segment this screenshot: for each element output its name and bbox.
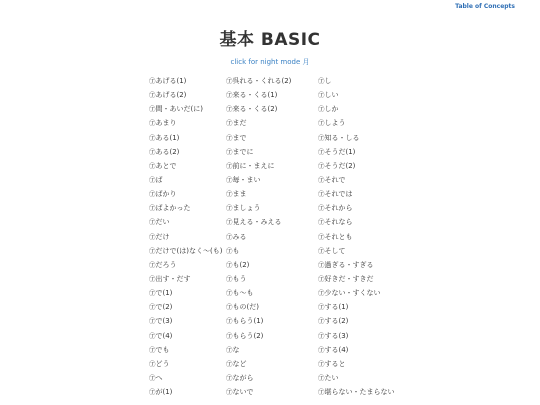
concept-item <box>226 88 291 102</box>
concept-link[interactable]: 呉れる・くれる(2) <box>232 77 292 85</box>
concept-item <box>226 258 291 272</box>
concept-marker-icon: Ⓣ <box>226 232 233 241</box>
concept-link[interactable]: 来る・くる(2) <box>232 105 278 114</box>
concept-marker-icon: Ⓣ <box>226 246 233 255</box>
concept-marker-icon: Ⓣ <box>318 204 325 213</box>
concept-marker-icon: Ⓣ <box>226 204 233 213</box>
concept-link[interactable]: それから <box>324 204 353 213</box>
concept-marker-icon: Ⓣ <box>318 190 325 199</box>
concept-item <box>318 131 395 145</box>
concept-marker-icon: Ⓣ <box>318 161 325 170</box>
concept-marker-icon: Ⓣ <box>149 274 156 283</box>
concept-marker-icon: Ⓣ <box>318 359 325 368</box>
concept-marker-icon: Ⓣ <box>226 260 233 269</box>
concept-item <box>149 102 222 116</box>
concept-link[interactable]: 堪らない・たまらない <box>324 388 395 397</box>
concept-marker-icon: Ⓣ <box>149 388 156 397</box>
concept-item <box>318 116 395 130</box>
concept-item <box>226 173 291 187</box>
concept-link[interactable]: それでは <box>324 190 353 199</box>
concept-item <box>149 145 222 159</box>
concept-link[interactable]: へ <box>155 373 163 382</box>
concept-link[interactable]: しい <box>324 91 339 100</box>
concept-link[interactable]: ながら <box>232 373 254 382</box>
concept-marker-icon: Ⓣ <box>149 161 156 170</box>
concept-marker-icon: Ⓣ <box>226 317 233 326</box>
concept-item <box>226 371 291 385</box>
concept-item <box>149 300 222 314</box>
concept-marker-icon: Ⓣ <box>149 175 156 184</box>
concept-marker-icon: Ⓣ <box>318 274 325 283</box>
concept-marker-icon: Ⓣ <box>226 303 233 312</box>
concept-item <box>226 286 291 300</box>
concept-link[interactable]: 毎・まい <box>232 175 261 184</box>
concept-link[interactable]: もう <box>232 274 247 283</box>
concept-link[interactable]: ある(1) <box>155 133 180 142</box>
concept-link[interactable]: もの(だ) <box>232 303 259 312</box>
concept-link[interactable]: まだ <box>232 119 247 128</box>
concept-marker-icon: Ⓣ <box>149 204 156 213</box>
concept-link[interactable]: で(4) <box>155 331 173 340</box>
concept-item <box>318 187 395 201</box>
concept-marker-icon: Ⓣ <box>226 218 233 227</box>
concept-marker-icon: Ⓣ <box>149 133 156 142</box>
concept-marker-icon: Ⓣ <box>226 77 233 85</box>
concept-item <box>318 215 395 229</box>
concept-link[interactable]: もらう(1) <box>232 317 264 326</box>
concept-marker-icon: Ⓣ <box>318 91 325 100</box>
concept-item <box>149 74 222 88</box>
concept-link[interactable]: も <box>232 246 240 255</box>
concept-link[interactable]: それで <box>324 175 346 184</box>
concept-marker-icon: Ⓣ <box>318 303 325 312</box>
concept-link[interactable]: までに <box>232 147 254 156</box>
concept-link[interactable]: それなら <box>324 218 353 227</box>
concept-item <box>318 201 395 215</box>
concept-marker-icon: Ⓣ <box>318 373 325 382</box>
concept-link[interactable]: も(2) <box>232 260 250 269</box>
concept-item <box>149 88 222 102</box>
concept-item <box>318 357 395 371</box>
concept-link[interactable]: 見える・みえる <box>232 218 282 227</box>
concept-link[interactable]: まで <box>232 133 247 142</box>
concept-link[interactable]: する(1) <box>324 303 349 312</box>
concept-item <box>318 74 395 88</box>
concept-link[interactable]: あげる(1) <box>155 77 187 85</box>
concept-column-3 <box>318 74 395 399</box>
concept-link[interactable]: など <box>232 359 247 368</box>
concept-link[interactable]: もらう(2) <box>232 331 264 340</box>
concept-marker-icon: Ⓣ <box>149 77 156 85</box>
concept-marker-icon: Ⓣ <box>318 317 325 326</box>
concept-link[interactable]: する(2) <box>324 317 349 326</box>
concept-marker-icon: Ⓣ <box>226 388 233 397</box>
concept-item <box>149 159 222 173</box>
concept-marker-icon: Ⓣ <box>226 373 233 382</box>
concept-marker-icon: Ⓣ <box>149 232 156 241</box>
concept-item <box>149 215 222 229</box>
concept-link[interactable]: みる <box>232 232 247 241</box>
concept-link[interactable]: ばよかった <box>155 204 191 213</box>
concept-column-2 <box>226 74 291 399</box>
concept-marker-icon: Ⓣ <box>149 246 156 255</box>
concept-item <box>318 314 395 328</box>
concept-marker-icon: Ⓣ <box>318 119 325 128</box>
concept-link[interactable]: そうだ(2) <box>324 161 356 170</box>
concept-marker-icon: Ⓣ <box>149 91 156 100</box>
concept-link[interactable]: そうだ(1) <box>324 147 356 156</box>
concept-item <box>318 371 395 385</box>
concept-item <box>226 74 291 88</box>
concept-link[interactable]: しか <box>324 105 339 114</box>
concept-marker-icon: Ⓣ <box>226 289 233 298</box>
concept-marker-icon: Ⓣ <box>149 303 156 312</box>
concept-item <box>226 116 291 130</box>
concept-marker-icon: Ⓣ <box>226 105 233 114</box>
concept-marker-icon: Ⓣ <box>149 289 156 298</box>
concept-marker-icon: Ⓣ <box>226 190 233 199</box>
night-mode-toggle[interactable]: click for night mode 月 <box>230 58 310 66</box>
concept-item <box>226 159 291 173</box>
concept-marker-icon: Ⓣ <box>226 119 233 128</box>
concept-link[interactable]: あげる(2) <box>155 91 187 100</box>
concept-item <box>149 272 222 286</box>
concept-marker-icon: Ⓣ <box>226 161 233 170</box>
concept-link[interactable]: で(1) <box>155 289 173 298</box>
concept-marker-icon: Ⓣ <box>226 331 233 340</box>
concept-item <box>149 329 222 343</box>
concept-link[interactable]: すると <box>324 359 346 368</box>
concept-marker-icon: Ⓣ <box>318 331 325 340</box>
concept-marker-icon: Ⓣ <box>226 175 233 184</box>
concept-link[interactable]: ある(2) <box>155 147 180 156</box>
concept-marker-icon: Ⓣ <box>318 105 325 114</box>
concept-item <box>149 357 222 371</box>
concept-link[interactable]: 前に・まえに <box>232 161 275 170</box>
concept-marker-icon: Ⓣ <box>318 388 325 397</box>
concept-marker-icon: Ⓣ <box>149 331 156 340</box>
concept-link[interactable]: ば <box>155 175 163 184</box>
concept-marker-icon: Ⓣ <box>318 232 325 241</box>
concept-link[interactable]: しよう <box>324 119 346 128</box>
concept-marker-icon: Ⓣ <box>226 91 233 100</box>
concept-link[interactable]: 出す・だす <box>155 274 191 283</box>
concept-link[interactable]: が(1) <box>155 388 173 397</box>
concept-marker-icon: Ⓣ <box>149 105 156 114</box>
concept-marker-icon: Ⓣ <box>318 77 325 85</box>
concept-item <box>226 329 291 343</box>
concept-marker-icon: Ⓣ <box>226 274 233 283</box>
concept-marker-icon: Ⓣ <box>226 345 233 354</box>
concept-link[interactable]: それとも <box>324 232 353 241</box>
concept-link[interactable]: あとで <box>155 161 177 170</box>
concept-item <box>318 286 395 300</box>
concept-item <box>318 159 395 173</box>
concept-item <box>226 187 291 201</box>
concept-link[interactable]: まま <box>232 190 247 199</box>
concept-link[interactable]: だい <box>155 218 170 227</box>
concept-item <box>318 343 395 357</box>
concept-marker-icon: Ⓣ <box>226 359 233 368</box>
concept-item <box>226 385 291 399</box>
concept-item <box>318 258 395 272</box>
concept-item <box>149 201 222 215</box>
concept-column-1 <box>149 74 222 399</box>
concept-marker-icon: Ⓣ <box>226 147 233 156</box>
concept-marker-icon: Ⓣ <box>149 260 156 269</box>
concept-item <box>226 145 291 159</box>
concept-link[interactable]: だけで(は)なく〜(も) <box>155 246 223 255</box>
concept-marker-icon: Ⓣ <box>318 345 325 354</box>
concept-link[interactable]: し <box>324 77 332 85</box>
concept-item <box>149 116 222 130</box>
concept-link[interactable]: 知る・しる <box>324 133 360 142</box>
concept-item <box>318 272 395 286</box>
concept-marker-icon: Ⓣ <box>149 317 156 326</box>
concept-link[interactable]: どう <box>155 359 170 368</box>
concept-item <box>149 385 222 399</box>
concept-item <box>226 215 291 229</box>
concept-link[interactable]: 少ない・すくない <box>324 289 381 298</box>
concept-item <box>226 300 291 314</box>
concept-item <box>149 343 222 357</box>
concept-link[interactable]: する(3) <box>324 331 349 340</box>
concept-item <box>226 357 291 371</box>
concept-item <box>226 131 291 145</box>
concept-link[interactable]: 来る・くる(1) <box>232 91 278 100</box>
page-title: 基本 BASIC <box>219 30 321 50</box>
concept-link[interactable]: も〜も <box>232 289 254 298</box>
concept-marker-icon: Ⓣ <box>318 175 325 184</box>
concept-link[interactable]: ないで <box>232 388 254 397</box>
concept-link[interactable]: だろう <box>155 260 177 269</box>
concept-item <box>226 314 291 328</box>
concept-link[interactable]: たい <box>324 373 339 382</box>
concept-marker-icon: Ⓣ <box>149 147 156 156</box>
concept-item <box>226 201 291 215</box>
concept-marker-icon: Ⓣ <box>149 190 156 199</box>
concept-item <box>226 244 291 258</box>
concept-marker-icon: Ⓣ <box>149 359 156 368</box>
concept-item <box>149 244 222 258</box>
concept-link[interactable]: で(2) <box>155 303 173 312</box>
concept-link[interactable]: ましょう <box>232 204 261 213</box>
concept-item <box>149 187 222 201</box>
table-of-concepts-link[interactable]: Table of Concepts <box>455 3 515 10</box>
concept-link[interactable]: 好きだ・すきだ <box>324 274 374 283</box>
concept-marker-icon: Ⓣ <box>149 373 156 382</box>
concept-item <box>318 102 395 116</box>
concept-item <box>149 230 222 244</box>
concept-item <box>318 244 395 258</box>
concept-item <box>149 286 222 300</box>
concept-marker-icon: Ⓣ <box>149 119 156 128</box>
concept-marker-icon: Ⓣ <box>318 289 325 298</box>
concept-marker-icon: Ⓣ <box>149 218 156 227</box>
concept-item <box>318 329 395 343</box>
concept-link[interactable]: な <box>232 345 240 354</box>
concept-link[interactable]: あまり <box>155 119 177 128</box>
concept-marker-icon: Ⓣ <box>318 260 325 269</box>
concept-link[interactable]: だけ <box>155 232 170 241</box>
concept-item <box>226 230 291 244</box>
concept-item <box>318 385 395 399</box>
concept-item <box>318 145 395 159</box>
concept-item <box>149 371 222 385</box>
concept-item <box>226 102 291 116</box>
concept-marker-icon: Ⓣ <box>318 246 325 255</box>
concept-link[interactable]: そして <box>324 246 346 255</box>
concept-item <box>226 272 291 286</box>
concept-marker-icon: Ⓣ <box>318 133 325 142</box>
concept-link[interactable]: 間・あいだ(に) <box>155 105 203 114</box>
concept-item <box>149 173 222 187</box>
concept-item <box>149 314 222 328</box>
concept-item <box>318 88 395 102</box>
concept-link[interactable]: ばかり <box>155 190 177 199</box>
concept-marker-icon: Ⓣ <box>226 133 233 142</box>
concept-item <box>318 230 395 244</box>
concept-item <box>149 131 222 145</box>
concept-item <box>226 343 291 357</box>
concept-marker-icon: Ⓣ <box>318 147 325 156</box>
concept-marker-icon: Ⓣ <box>149 345 156 354</box>
concept-link[interactable]: する(4) <box>324 345 349 354</box>
concept-item <box>318 173 395 187</box>
concept-marker-icon: Ⓣ <box>318 218 325 227</box>
concept-link[interactable]: でも <box>155 345 170 354</box>
concept-item <box>318 300 395 314</box>
concept-link[interactable]: 過ぎる・すぎる <box>324 260 374 269</box>
concept-item <box>149 258 222 272</box>
concept-link[interactable]: で(3) <box>155 317 173 326</box>
